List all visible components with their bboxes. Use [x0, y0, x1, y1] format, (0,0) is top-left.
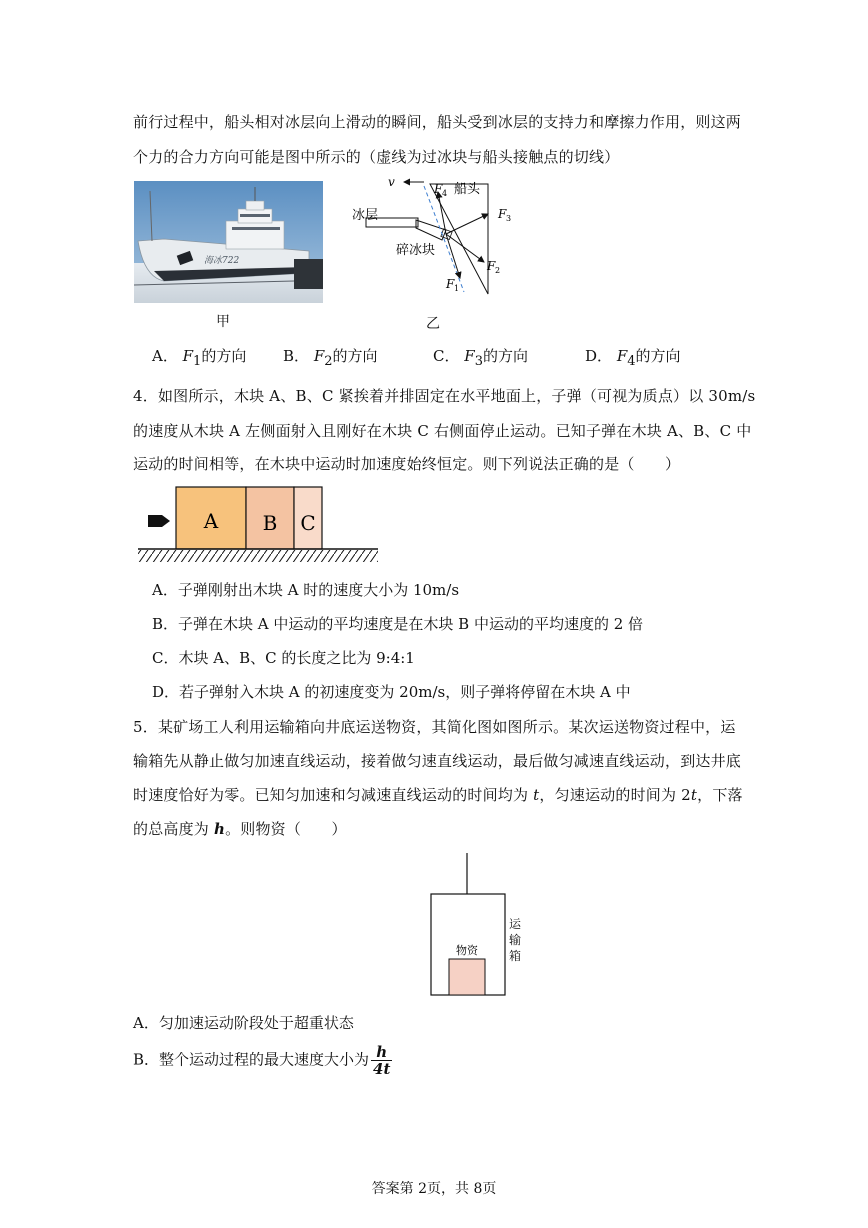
fraction-h-over-4t: $\frac{h}{4t}$ [373, 1043, 391, 1078]
block-diagram [138, 484, 382, 566]
label-F2: F [487, 259, 496, 273]
q3-option-c: C． $F_3$的方向 [433, 347, 528, 369]
q5-option-a: A．匀加速运动阶段处于超重状态 [133, 1014, 354, 1032]
q3-text-line-2: 个力的合力方向可能是图中所示的（虚线为过冰块与船头接触点的切线） [133, 148, 620, 166]
label-chuantou: 船头 [454, 182, 481, 197]
q5-text-line-2: 输箱先从静止做匀加速直线运动，接着做匀速直线运动，最后做匀减速直线运动，到达井底 [133, 752, 742, 770]
q4-text-line-1: 4．如图所示，木块 A、B、C 紧挨着并排固定在水平地面上，子弹（可视为质点）以 30m/s [133, 387, 756, 405]
label-F4-sub: 4 [442, 189, 448, 198]
q4-option-b: B．子弹在木块 A 中运动的平均速度是在木块 B 中运动的平均速度的 2 倍 [152, 615, 644, 633]
block-b-label: B [262, 511, 278, 535]
label-F1: F [446, 277, 455, 291]
label-F1-sub: 1 [454, 284, 460, 293]
force-diagram [352, 172, 520, 302]
q3-option-d: D． $F_4$的方向 [585, 347, 681, 369]
block-a-label: A [203, 509, 219, 533]
transport-box-label: 运输箱 [509, 917, 522, 963]
cargo-label: 物资 [456, 944, 478, 957]
label-F3-sub: 3 [506, 214, 512, 223]
q5-option-b: B．整个运动过程的最大速度大小为 $\frac{h}{4t}$ [133, 1043, 391, 1078]
q5-text-line-1: 5．某矿场工人利用运输箱向井底运送物资，其简化图如图所示。某次运送物资过程中，运 [133, 718, 736, 736]
label-F3: F [498, 207, 507, 221]
q4-option-c: C．木块 A、B、C 的长度之比为 9:4:1 [152, 649, 415, 667]
q4-text-line-2: 的速度从木块 A 左侧面射入且刚好在木块 C 右侧面停止运动。已知子弹在木块 A、B、C 中 [133, 422, 752, 440]
q3-option-b: B． $F_2$的方向 [283, 347, 378, 369]
label-v: v [388, 175, 395, 189]
icebreaker-photo [134, 181, 323, 303]
label-bingceng: 冰层 [352, 208, 379, 223]
q5-text-line-3: 时速度恰好为零。已知匀加速和匀减速直线运动的时间均为 t，匀速运动的时间为 2t，下落 [133, 786, 743, 804]
caption-jia: 甲 [216, 314, 230, 330]
caption-yi: 乙 [426, 316, 440, 332]
q3-text-line-1: 前行过程中，船头相对冰层向上滑动的瞬间，船头受到冰层的支持力和摩擦力作用，则这两 [133, 113, 742, 131]
hull-number: 海冰722 [204, 256, 240, 266]
q4-option-a: A．子弹刚射出木块 A 时的速度大小为 10m/s [152, 581, 460, 599]
q5-text-line-4: 的总高度为 h。则物资（ ） [133, 820, 347, 838]
q4-option-d: D．若子弹射入木块 A 的初速度变为 20m/s，则子弹将停留在木块 A 中 [152, 683, 631, 701]
block-c-label: C [300, 511, 316, 535]
label-F4: F [434, 182, 443, 196]
page-footer: 答案第 2页，共 8页 [371, 1181, 497, 1197]
label-suibingkuai: 碎冰块 [396, 243, 436, 258]
q3-option-a: A． $F_1$的方向 [152, 347, 247, 369]
q4-text-line-3: 运动的时间相等，在木块中运动时加速度始终恒定。则下列说法正确的是（ ） [133, 455, 681, 473]
label-F2-sub: 2 [495, 266, 501, 275]
